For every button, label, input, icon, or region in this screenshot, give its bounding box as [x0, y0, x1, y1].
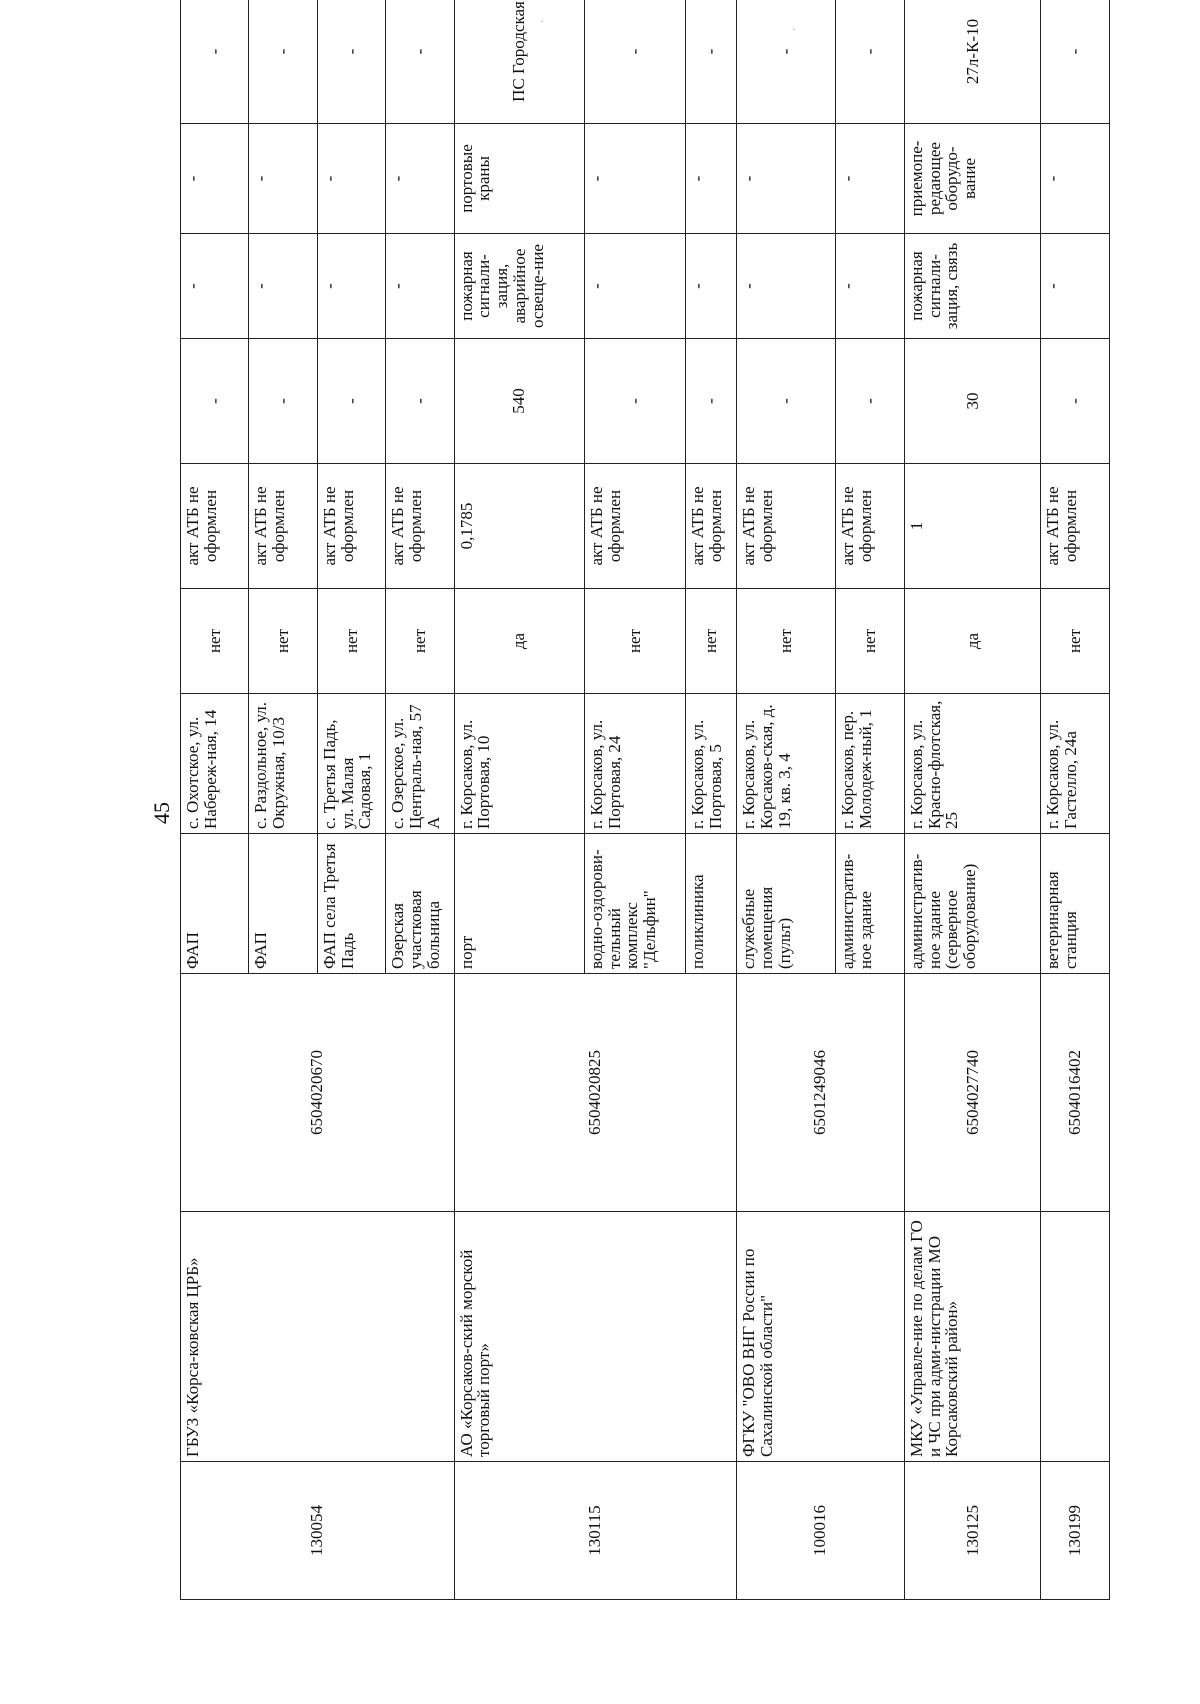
systems-cell: -	[249, 234, 317, 339]
organization-cell	[1041, 1212, 1110, 1462]
code-cell: 130125	[904, 1462, 1041, 1600]
supply-cell: -	[737, 0, 836, 124]
page-number: 45	[149, 802, 174, 824]
flag-cell: нет	[181, 589, 249, 694]
code-cell: 100016	[737, 1462, 905, 1600]
act-cell: акт АТБ не оформлен	[249, 464, 317, 589]
inn-cell: 6504020670	[181, 974, 455, 1212]
address-cell: г. Корсаков, ул. Красно-флотская, 25	[904, 694, 1041, 834]
code-cell: 130115	[454, 1462, 736, 1600]
table-row	[737, 0, 836, 1600]
systems-cell: -	[181, 234, 249, 339]
act-cell: акт АТБ не оформлен	[584, 464, 686, 589]
flag-cell: да	[904, 589, 1041, 694]
flag-cell: нет	[836, 589, 904, 694]
address-cell: с. Третья Падь, ул. Малая Садовая, 1	[317, 694, 385, 834]
equipment-cell: -	[836, 124, 904, 234]
object-cell: служебные помещения (пульт)	[737, 834, 836, 974]
power-cell: -	[686, 339, 737, 464]
inn-cell: 6504027740	[904, 974, 1041, 1212]
systems-cell: -	[317, 234, 385, 339]
power-cell: -	[836, 339, 904, 464]
systems-cell: -	[386, 234, 454, 339]
supply-cell: -	[181, 0, 249, 124]
table-body	[181, 0, 1110, 1600]
systems-cell: -	[686, 234, 737, 339]
power-cell: 540	[454, 339, 584, 464]
systems-cell: -	[1041, 234, 1110, 339]
supply-cell: -	[836, 0, 904, 124]
object-cell: ветеринарная станция	[1041, 834, 1110, 974]
flag-cell: нет	[317, 589, 385, 694]
act-cell: акт АТБ не оформлен	[1041, 464, 1110, 589]
flag-cell: нет	[249, 589, 317, 694]
systems-cell: -	[737, 234, 836, 339]
act-cell: акт АТБ не оформлен	[686, 464, 737, 589]
address-cell: г. Корсаков, ул. Портовая, 24	[584, 694, 686, 834]
inn-cell: 6504016402	[1041, 974, 1110, 1212]
supply-cell: -	[686, 0, 737, 124]
supply-cell: -	[584, 0, 686, 124]
equipment-cell: -	[686, 124, 737, 234]
object-cell: административ-ное здание	[836, 834, 904, 974]
power-cell: -	[386, 339, 454, 464]
act-cell: 0,1785	[454, 464, 584, 589]
equipment-cell: -	[249, 124, 317, 234]
supply-cell: -	[386, 0, 454, 124]
table-row	[454, 0, 584, 1600]
act-cell: акт АТБ не оформлен	[181, 464, 249, 589]
address-cell: г. Корсаков, ул. Гастелло, 24а	[1041, 694, 1110, 834]
address-cell: г. Корсаков, ул. Корсаков-ская, д. 19, кв. 3, 4	[737, 694, 836, 834]
scan-artifact: ·	[792, 22, 796, 36]
flag-cell: да	[454, 589, 584, 694]
object-cell: порт	[454, 834, 584, 974]
equipment-cell: портовые краны	[454, 124, 584, 234]
supply-cell: -	[317, 0, 385, 124]
inn-cell: 6501249046	[737, 974, 905, 1212]
organization-cell: ФГКУ "ОВО ВНГ России по Сахалинской области"	[737, 1212, 905, 1462]
address-cell: с. Охотское, ул. Набереж-ная, 14	[181, 694, 249, 834]
equipment-cell: -	[737, 124, 836, 234]
act-cell: 1	[904, 464, 1041, 589]
flag-cell: нет	[386, 589, 454, 694]
address-cell: с. Озерское, ул. Централь-ная, 57 А	[386, 694, 454, 834]
supply-cell: 27л-К-10	[904, 0, 1041, 124]
address-cell: с. Раздольное, ул. Окружная, 10/3	[249, 694, 317, 834]
address-cell: г. Корсаков, пер. Молодеж-ный, 1	[836, 694, 904, 834]
supply-cell: -	[249, 0, 317, 124]
table-row	[1041, 0, 1110, 1600]
table-row	[181, 0, 249, 1600]
address-cell: г. Корсаков, ул. Портовая, 5	[686, 694, 737, 834]
supply-cell: ПС Городская	[454, 0, 584, 124]
systems-cell: -	[836, 234, 904, 339]
object-cell: ФАП	[249, 834, 317, 974]
object-cell: ФАП села Третья Падь	[317, 834, 385, 974]
flag-cell: нет	[584, 589, 686, 694]
object-cell: водно-оздорови-тельный комплекс "Дельфин"	[584, 834, 686, 974]
power-cell: -	[317, 339, 385, 464]
power-cell: -	[584, 339, 686, 464]
act-cell: акт АТБ не оформлен	[836, 464, 904, 589]
code-cell: 130054	[181, 1462, 455, 1600]
organization-cell: ГБУЗ «Корса-ковская ЦРБ»	[181, 1212, 455, 1462]
object-cell: административ-ное здание (серверное оборудование)	[904, 834, 1041, 974]
equipment-cell: -	[584, 124, 686, 234]
scan-artifact: ·	[540, 14, 544, 28]
object-cell: поликлиника	[686, 834, 737, 974]
inn-cell: 6504020825	[454, 974, 736, 1212]
systems-cell: -	[584, 234, 686, 339]
organization-cell: АО «Корсаков-ский морской торговый порт»	[454, 1212, 736, 1462]
object-cell: ФАП	[181, 834, 249, 974]
equipment-cell: -	[386, 124, 454, 234]
power-cell: -	[737, 339, 836, 464]
systems-cell: пожарная сигнали-зация, связь	[904, 234, 1041, 339]
power-cell: -	[1041, 339, 1110, 464]
data-table	[180, 0, 1110, 1600]
power-cell: -	[181, 339, 249, 464]
organization-cell: МКУ «Управле-ние по делам ГО и ЧС при адми-нистрации МО Корсаковский район»	[904, 1212, 1041, 1462]
equipment-cell: -	[317, 124, 385, 234]
supply-cell: -	[1041, 0, 1110, 124]
act-cell: акт АТБ не оформлен	[317, 464, 385, 589]
equipment-cell: -	[1041, 124, 1110, 234]
systems-cell: пожарная сигнали-зация, аварийное освеще-ние	[454, 234, 584, 339]
flag-cell: нет	[1041, 589, 1110, 694]
flag-cell: нет	[737, 589, 836, 694]
act-cell: акт АТБ не оформлен	[386, 464, 454, 589]
flag-cell: нет	[686, 589, 737, 694]
power-cell: 30	[904, 339, 1041, 464]
act-cell: акт АТБ не оформлен	[737, 464, 836, 589]
equipment-cell: приемопе-редающее оборудо-вание	[904, 124, 1041, 234]
object-cell: Озерская участковая больница	[386, 834, 454, 974]
code-cell: 130199	[1041, 1462, 1110, 1600]
power-cell: -	[249, 339, 317, 464]
equipment-cell: -	[181, 124, 249, 234]
address-cell: г. Корсаков, ул. Портовая, 10	[454, 694, 584, 834]
rotated-table-container	[180, 1, 1110, 1600]
table-row	[904, 0, 1041, 1600]
